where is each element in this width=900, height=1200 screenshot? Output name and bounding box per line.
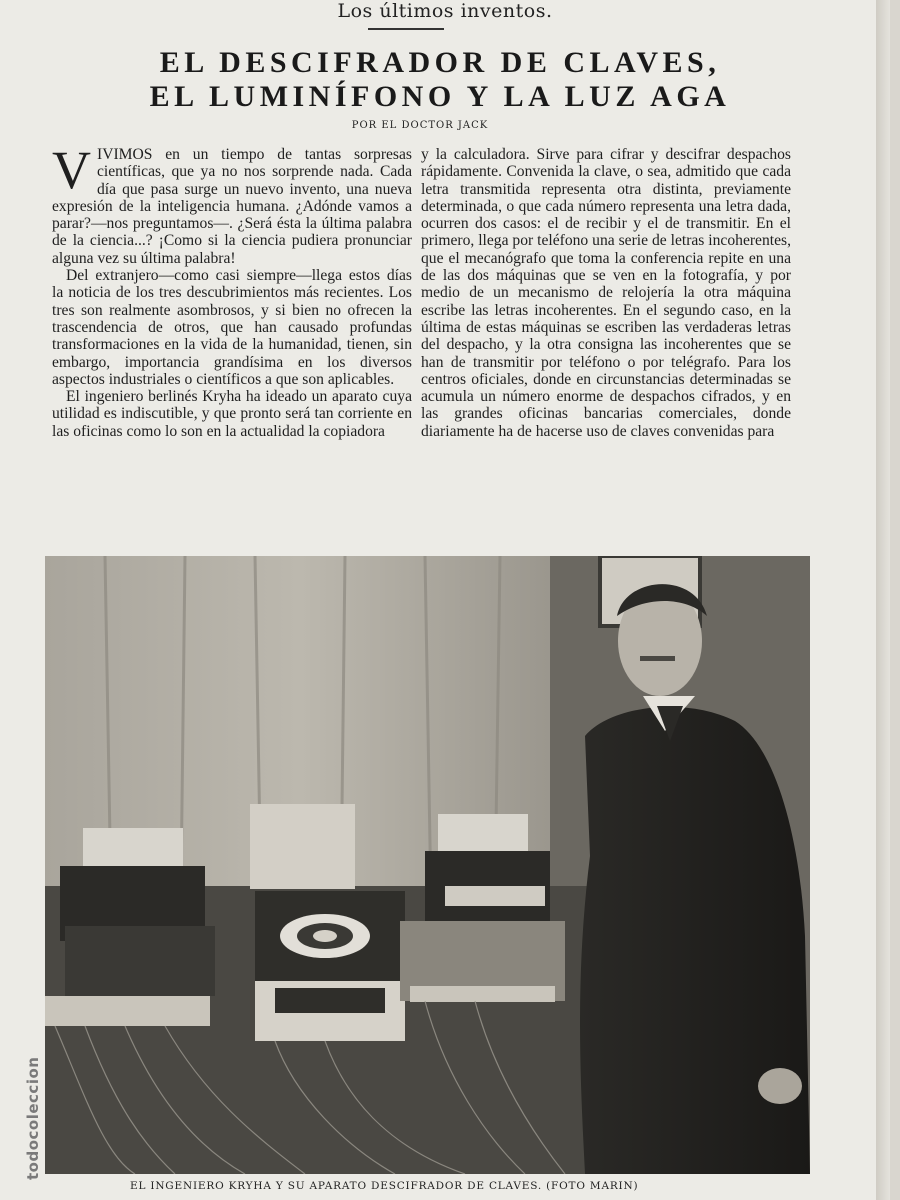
photo-caption: EL INGENIERO KRYHA Y SU APARATO DESCIFRADOR DE CLAVES. (FOTO MARIN) [130, 1180, 639, 1192]
page-edge [876, 0, 890, 1200]
text-column-left [52, 140, 412, 440]
man-hand [758, 1068, 802, 1104]
photograph [45, 556, 810, 1174]
section-rule [368, 28, 444, 30]
right-typewriter-paper [438, 814, 528, 856]
paragraph-3: El ingeniero berlinés Kryha ha ideado un aparato cuya utilidad es indiscutible, y que pronto será tan corriente en las oficinas como lo son en la actualidad la copiadora [52, 388, 412, 440]
paragraph-4: y la calculadora. Sirve para cifrar y descifrar despachos rápidamente. Convenida la clave, o sea, admitido que cada letra transmitida representa otra distinta, previamente determinada, o que cada número representa una letra dada, ocurren dos casos: el de recibir y el de transmitir. En el primero, llega por teléfono una serie de letras incoherentes, que el mecanógrafo que toma la conferencia repite en una de las dos máquinas que se ven en la fotografía, y por medio de un mecanismo de relojería la otra máquina escribe las letras incoherentes. En el segundo caso, en la última de estas máquinas se escriben las verdaderas letras del despacho, y la otra consigna las incoherentes que se han de transmitir por teléfono o por telégrafo. Para los centros oficiales, donde en circunstancias determinadas se acumula un número enorme de despachos cifrados, y en las grandes oficinas bancarias comerciales, donde diariamente ha de hacerse uso de claves convenidas para [421, 146, 791, 440]
text-column-right [421, 146, 791, 440]
left-stand [45, 996, 210, 1026]
byline: POR EL DOCTOR JACK [351, 120, 489, 131]
article-title-line-1: EL DESCIFRADOR DE CLAVES, [159, 46, 721, 79]
watermark: todocoleccion [24, 1056, 42, 1180]
paragraph-1 [52, 140, 412, 267]
paragraph-1-text: en un tiempo de tantas sorpresas científicas, que ya no nos sorprende nada. Cada día que pasa surge un nuevo invento, una nueva expresión de la inteligencia humana. ¿Adónde vamos a parar?—nos preguntamos—. ¿Será ésta la última palabra de la ciencia...? ¡Como si la ciencia pudiera pronunciar alguna vez su última palabra! [52, 146, 412, 267]
article-title-line-2: EL LUMINÍFONO Y LA LUZ AGA [149, 80, 731, 113]
cipher-lid [250, 804, 355, 889]
paragraph-2: Del extranjero—como casi siempre—llega estos días la noticia de los tres descubrimientos más recientes. Los tres son realmente asombrosos, y si bien no ofrecen la trascendencia de otros, que han causado profundas transformaciones en la vida de la humanidad, tienen, sin embargo, importancia grandísima en los diversos aspectos industriales o científicos a que son aplicables. [52, 267, 412, 388]
section-heading: Los últimos inventos. [337, 0, 553, 22]
drop-cap: V [52, 140, 91, 200]
lead-word: IVIMOS [97, 146, 153, 163]
photo-illustration [45, 556, 810, 1174]
